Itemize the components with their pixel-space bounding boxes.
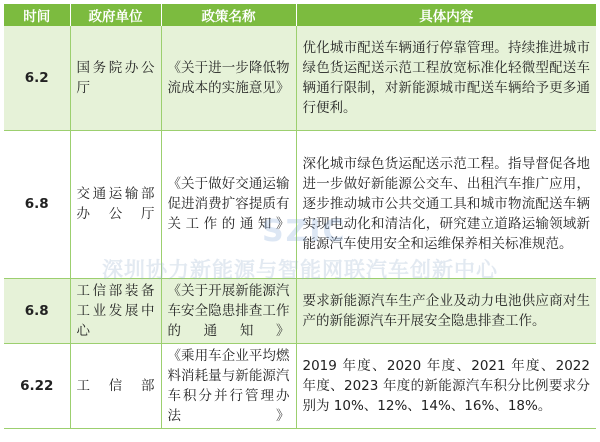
- cell-policy: 《关于开展新能源汽车安全隐患排查工作的通知》: [161, 278, 296, 343]
- cell-unit: 工信部装备工业发展中心: [70, 278, 161, 343]
- cell-time: 6.8: [4, 130, 70, 278]
- cell-unit: 国务院办公厅: [70, 26, 161, 130]
- cell-policy: 《关于做好交通运输促进消费扩容提质有关工作的通知》: [161, 130, 296, 278]
- watermark-text: 深圳协力新能源与智能网联汽车创新中心: [102, 258, 498, 282]
- cell-time: 6.2: [4, 26, 70, 130]
- watermark-logo: SZIC: [262, 214, 347, 249]
- cell-detail: 优化城市配送车辆通行停靠管理。持续推进城市绿色货运配送示范工程放宽标准化轻微型配送车辆通行限制，对新能源城市配送车辆给予更多通行便利。: [296, 26, 596, 130]
- table-header-row: [4, 4, 596, 26]
- policy-table: [4, 4, 596, 429]
- cell-unit: 交通运输部办公厅: [70, 130, 161, 278]
- table-row: [4, 26, 596, 130]
- table-row: [4, 278, 596, 343]
- cell-detail: 要求新能源汽车生产企业及动力电池供应商对生产的新能源汽车开展安全隐患排查工作。: [296, 278, 596, 343]
- cell-detail: 2019 年度、2020 年度、2021 年度、2022 年度、2023 年度的新能源汽车积分比例要求分别为 10%、12%、14%、16%、18%。: [296, 343, 596, 428]
- cell-time: 6.22: [4, 343, 70, 428]
- cell-policy: 《关于进一步降低物流成本的实施意见》: [161, 26, 296, 130]
- header-policy: 政策名称: [161, 4, 296, 26]
- header-unit: 政府单位: [70, 4, 161, 26]
- table-row: [4, 343, 596, 428]
- cell-detail: 深化城市绿色货运配送示范工程。指导督促各地进一步做好新能源公交车、出租汽车推广应用，逐步推动城市公共交通工具和城市物流配送车辆实现电动化和清洁化，研究建立道路运输领域新能源汽车使用安全和运维保养相关标准规范。: [296, 130, 596, 278]
- cell-unit: 工信部: [70, 343, 161, 428]
- cell-policy: 《乘用车企业平均燃料消耗量与新能源汽车积分并行管理办法》: [161, 343, 296, 428]
- table-row: [4, 130, 596, 278]
- header-time: 时间: [4, 4, 70, 26]
- cell-time: 6.8: [4, 278, 70, 343]
- header-detail: 具体内容: [296, 4, 596, 26]
